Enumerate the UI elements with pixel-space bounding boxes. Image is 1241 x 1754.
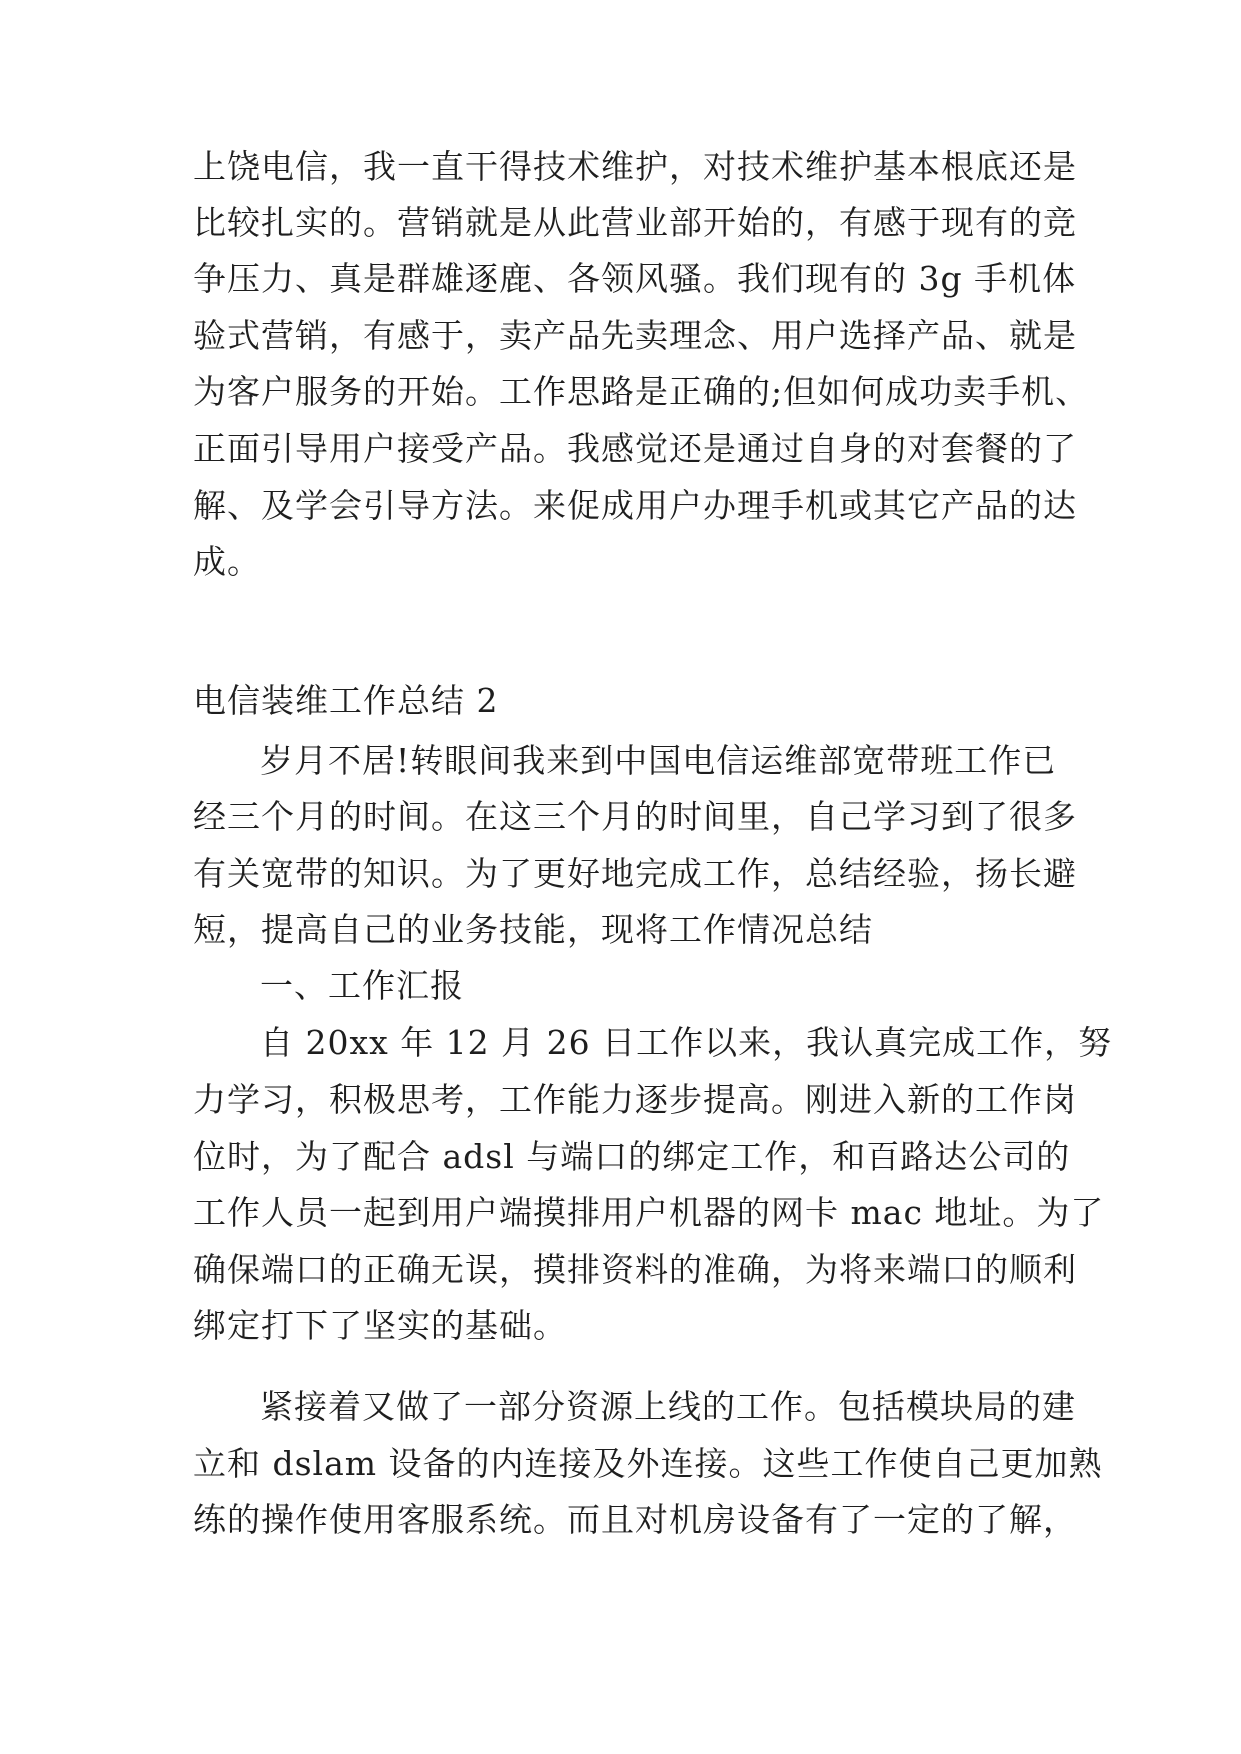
paragraph-line: 解、及学会引导方法。来促成用户办理手机或其它产品的达 bbox=[193, 486, 1077, 525]
paragraph-line: 岁月不居!转眼间我来到中国电信运维部宽带班工作已 bbox=[260, 741, 1057, 780]
paragraph-line: 争压力、真是群雄逐鹿、各领风骚。我们现有的 3g 手机体 bbox=[193, 259, 1077, 298]
paragraph-line: 为客户服务的开始。工作思路是正确的;但如何成功卖手机、 bbox=[193, 372, 1090, 411]
paragraph-line: 经三个月的时间。在这三个月的时间里，自己学习到了很多 bbox=[193, 797, 1077, 836]
paragraph-line: 成。 bbox=[193, 542, 261, 581]
paragraph-line: 确保端口的正确无误，摸排资料的准确，为将来端口的顺利 bbox=[193, 1250, 1077, 1289]
paragraph-line: 自 20xx 年 12 月 26 日工作以来，我认真完成工作，努 bbox=[260, 1023, 1113, 1062]
paragraph-line: 练的操作使用客服系统。而且对机房设备有了一定的了解， bbox=[193, 1500, 1077, 1539]
paragraph-line: 正面引导用户接受产品。我感觉还是通过自身的对套餐的了 bbox=[193, 429, 1077, 468]
paragraph-line: 紧接着又做了一部分资源上线的工作。包括模块局的建 bbox=[260, 1387, 1076, 1426]
paragraph-line: 立和 dslam 设备的内连接及外连接。这些工作使自己更加熟 bbox=[193, 1444, 1103, 1483]
paragraph-line: 工作人员一起到用户端摸排用户机器的网卡 mac 地址。为了 bbox=[193, 1193, 1105, 1232]
paragraph-line: 有关宽带的知识。为了更好地完成工作，总结经验，扬长避 bbox=[193, 854, 1077, 893]
section-title: 电信装维工作总结 2 bbox=[193, 681, 499, 720]
paragraph-line: 位时，为了配合 adsl 与端口的绑定工作，和百路达公司的 bbox=[193, 1137, 1071, 1176]
paragraph-line: 验式营销，有感于，卖产品先卖理念、用户选择产品、就是 bbox=[193, 316, 1077, 355]
subheading: 一、工作汇报 bbox=[260, 966, 464, 1005]
paragraph-line: 比较扎实的。营销就是从此营业部开始的，有感于现有的竞 bbox=[193, 203, 1077, 242]
paragraph-line: 上饶电信，我一直干得技术维护，对技术维护基本根底还是 bbox=[193, 147, 1077, 186]
paragraph-line: 力学习，积极思考，工作能力逐步提高。刚进入新的工作岗 bbox=[193, 1080, 1077, 1119]
paragraph-line: 短，提高自己的业务技能，现将工作情况总结 bbox=[193, 910, 873, 949]
paragraph-line: 绑定打下了坚实的基础。 bbox=[193, 1306, 567, 1345]
